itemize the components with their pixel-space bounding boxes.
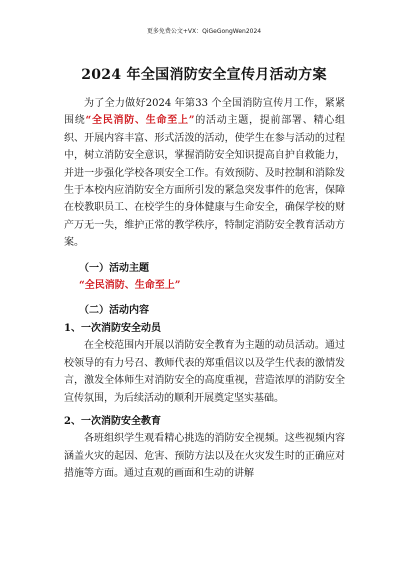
intro-paragraph (64, 95, 345, 252)
document-title: 2024 年全国消防安全宣传月活动方案 (81, 67, 327, 83)
item-text-education: 各班组织学生观看精心挑选的消防安全视频。这些视频内容涵盖火灾的起因、危害、预防方法以及在火灾发生时的正确应对措施等方面。通过直观的画面和生动的讲解 (64, 433, 345, 480)
item-heading-education: 2、一次消防安全教育 (64, 415, 161, 427)
section-heading-theme: （一）活动主题 (79, 262, 149, 274)
section-heading-content: （二）活动内容 (79, 305, 149, 317)
header-note: 更多免费公文+VX：QiGeGongWen2024 (146, 28, 262, 35)
intro-text-after: 的活动主题，提前部署、精心组织、开展内容丰富、形式活泼的活动，使学生在参与活动的过程中，树立消防安全意识，掌握消防安全知识提高自护自救能力，并进一步强化学校各项安全工作。有效预防、及时控制和消除发生于本校内应消防安全方面所引发的紧急突发事件的危害，保障在校教职员工、在校学生的身体健康与生命安全，确保学校的财产万无一失，维护正常的教学秩序，特制定消防安全教育活动方案。 (64, 115, 345, 249)
theme-highlight: “全民消防、生命至上” (85, 115, 195, 127)
intro-text-before: 为了全力做好2024 年第33 个全国消防宣传月工作，紧紧围绕 (64, 98, 345, 127)
activity-theme: “全民消防、生命至上” (79, 280, 181, 292)
document-body (64, 95, 345, 483)
item-text-mobilization: 在全校范围内开展以消防安全教育为主题的动员活动。通过校领导的有力号召、教师代表的郑重倡议以及学生代表的激情发言，激发全体师生对消防安全的高度重视，营造浓厚的消防安全宣传氛围，为后续活动的顺利开展奠定坚实基础。 (64, 340, 345, 404)
item-heading-mobilization: 1、一次消防安全动员 (64, 322, 161, 334)
